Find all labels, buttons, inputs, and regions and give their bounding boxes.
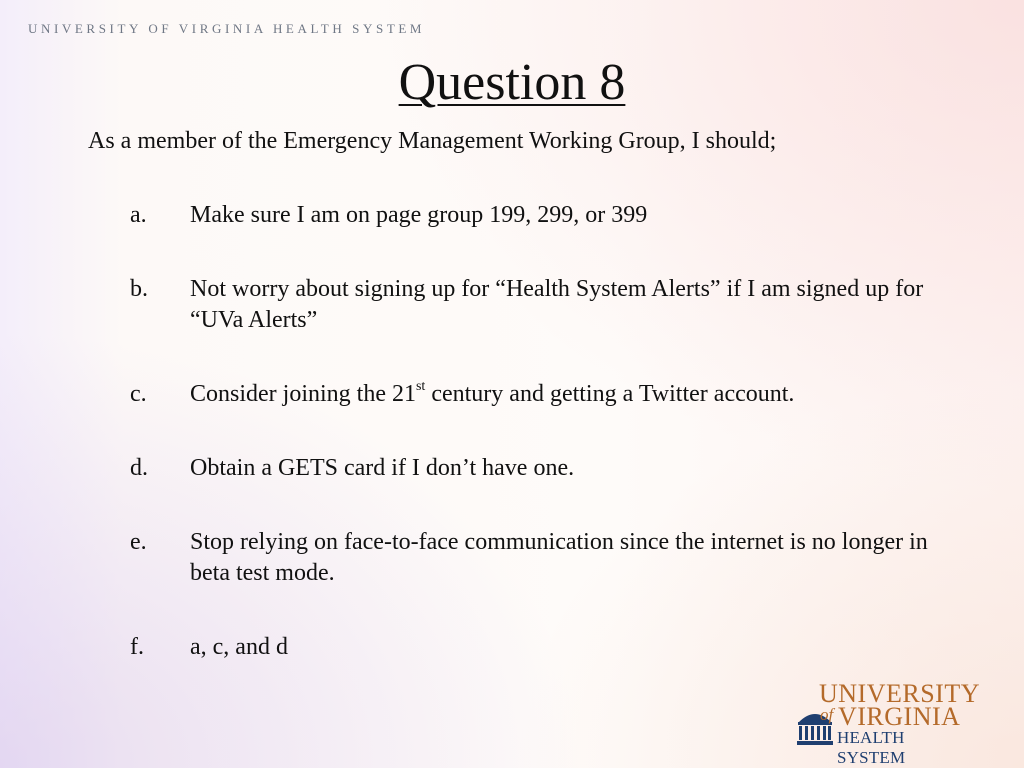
option-text: a, c, and d: [190, 634, 288, 660]
logo-text-university: UNIVERSITY: [819, 679, 980, 708]
option-letter: d.: [130, 455, 148, 481]
answer-option-a: [130, 200, 930, 231]
option-letter: b.: [130, 276, 148, 302]
option-text: Make sure I am on page group 199, 299, or 399: [190, 202, 648, 228]
answer-options-list: [130, 200, 930, 706]
answer-option-d: [130, 453, 930, 484]
option-letter: e.: [130, 529, 147, 555]
option-text-part: century and getting a Twitter account.: [425, 381, 795, 407]
logo-text-health-system: HEALTH SYSTEM: [837, 728, 906, 767]
option-text: [190, 379, 930, 410]
logo-text-of: of: [820, 705, 834, 724]
question-intro: As a member of the Emergency Management Working Group, I should;: [88, 128, 777, 154]
answer-option-e: [130, 527, 930, 589]
option-letter: a.: [130, 202, 147, 228]
answer-option-f: [130, 632, 930, 663]
answer-option-b: [130, 274, 930, 336]
option-text: Not worry about signing up for “Health System Alerts” if I am signed up for “UVa Alerts”: [190, 276, 924, 333]
header-org-name: UNIVERSITY OF VIRGINIA HEALTH SYSTEM: [28, 21, 426, 36]
option-text-part: Consider joining the 21: [190, 381, 416, 407]
ordinal-superscript: st: [415, 379, 426, 394]
logo-text-virginia: VIRGINIA: [838, 702, 961, 731]
option-letter: c.: [130, 381, 147, 407]
option-text: Obtain a GETS card if I don’t have one.: [190, 455, 575, 481]
slide-title: Question 8: [398, 54, 626, 111]
option-letter: f.: [130, 634, 144, 660]
option-text: Stop relying on face-to-face communication since the internet is no longer in beta test mode.: [190, 529, 928, 586]
uva-health-system-logo: [796, 679, 980, 767]
answer-option-c: [130, 379, 930, 410]
